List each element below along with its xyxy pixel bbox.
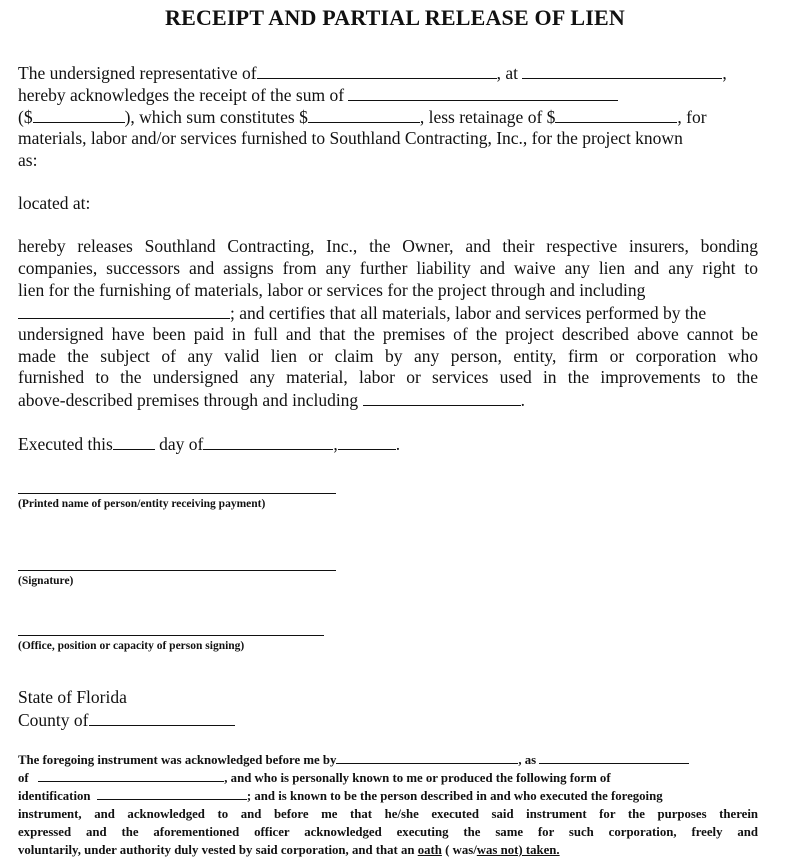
day-of-text: day of [159, 434, 204, 454]
final-date-blank[interactable] [363, 389, 521, 406]
year-blank[interactable] [338, 433, 396, 450]
voluntarily-text: voluntarily, under authority duly vested by said corporation, and that an [18, 843, 415, 857]
through-date-blank[interactable] [18, 302, 230, 319]
notary-line-4: instrument, and acknowledged to and before me that he/she executed said instrument for the purposes therein [18, 807, 758, 821]
dollar-open-text: ($ [18, 107, 33, 127]
identification-blank[interactable] [97, 787, 247, 800]
period-text: . [520, 390, 525, 410]
signature-line[interactable] [18, 570, 336, 571]
intro-line-5: as: [18, 150, 38, 170]
intro-line-4: materials, labor and/or services furnished to Southland Contracting, Inc., for the project known [18, 128, 683, 148]
retainage-amount-blank[interactable] [555, 106, 677, 123]
release-line-8 [18, 389, 525, 411]
day-blank[interactable] [113, 433, 155, 450]
printed-name-line[interactable] [18, 493, 336, 494]
intro-receipt-text: hereby acknowledges the receipt of the sum of [18, 85, 345, 105]
notary-line-3 [18, 787, 758, 805]
printed-name-caption: (Printed name of person/entity receiving payment) [18, 498, 266, 510]
month-blank[interactable] [203, 433, 333, 450]
period-text: . [395, 434, 401, 454]
intro-line-3 [18, 106, 707, 128]
sum-words-blank[interactable] [348, 84, 618, 101]
for-text: , for [677, 107, 707, 127]
constitutes-amount-blank[interactable] [308, 106, 420, 123]
county-line [18, 709, 235, 731]
signature-caption: (Signature) [18, 575, 74, 587]
intro-representative-text: The undersigned representative of [18, 63, 257, 83]
at-location-blank[interactable] [522, 62, 722, 79]
release-line-7: furnished to the undersigned any material, labor or services used in the improvements to the [18, 367, 758, 387]
intro-line-2 [18, 84, 618, 106]
intro-at-text: , at [496, 63, 518, 83]
certifies-text: ; and certifies that all materials, labor and services performed by the [230, 303, 707, 323]
identification-text: identification [18, 789, 91, 803]
release-line-4 [18, 302, 706, 324]
executed-this-text: Executed this [18, 434, 113, 454]
representative-blank[interactable] [257, 62, 497, 79]
notary-line-1 [18, 751, 758, 769]
office-caption: (Office, position or capacity of person signing) [18, 640, 245, 652]
executed-line [18, 433, 400, 455]
county-label: County of [18, 710, 89, 730]
document-title: RECEIPT AND PARTIAL RELEASE OF LIEN [165, 5, 625, 30]
release-line-6: made the subject of any valid lien or claim by any person, entity, firm or corporation who [18, 346, 758, 366]
release-line-5: undersigned have been paid in full and that the premises of the project described above cannot be [18, 324, 758, 344]
constitutes-text: ), which sum constitutes $ [124, 107, 308, 127]
of-text: of [18, 771, 29, 785]
notary-line-2 [18, 769, 758, 787]
located-at-label: located at: [18, 193, 91, 213]
release-line-3: lien for the furnishing of materials, labor or services for the project through and including [18, 280, 646, 300]
release-line-1: hereby releases Southland Contracting, Inc., the Owner, and their respective insurers, bonding [18, 236, 758, 256]
sum-amount-blank[interactable] [33, 106, 125, 123]
release-line-2: companies, successors and assigns from any further liability and waive any lien and any right to [18, 258, 758, 278]
comma-text: , [722, 63, 727, 83]
comma-text: , [333, 434, 338, 454]
acknowledged-by-blank[interactable] [336, 751, 518, 764]
personally-known-text: , and who is personally known to me or produced the following form of [224, 771, 611, 785]
acknowledged-by-text: The foregoing instrument was acknowledged before me by [18, 753, 337, 767]
intro-line-1 [18, 62, 727, 84]
known-person-text: ; and is known to be the person described in and who executed the foregoing [246, 789, 663, 803]
of-company-blank[interactable] [38, 769, 224, 782]
was-not-option[interactable]: was not) taken. [476, 843, 560, 857]
through-including-text: above-described premises through and including [18, 390, 359, 410]
as-title-blank[interactable] [539, 751, 689, 764]
office-line[interactable] [18, 635, 324, 636]
notary-line-5: expressed and the aforementioned officer acknowledged executing the same for such corporation, freely and [18, 825, 758, 839]
state-label: State of Florida [18, 687, 127, 707]
as-text: , as [518, 753, 537, 767]
oath-text: oath [417, 843, 442, 857]
notary-line-6 [18, 841, 758, 859]
county-blank[interactable] [89, 709, 235, 726]
retainage-text: , less retainage of $ [419, 107, 556, 127]
was-option[interactable]: ( was/ [445, 843, 477, 857]
